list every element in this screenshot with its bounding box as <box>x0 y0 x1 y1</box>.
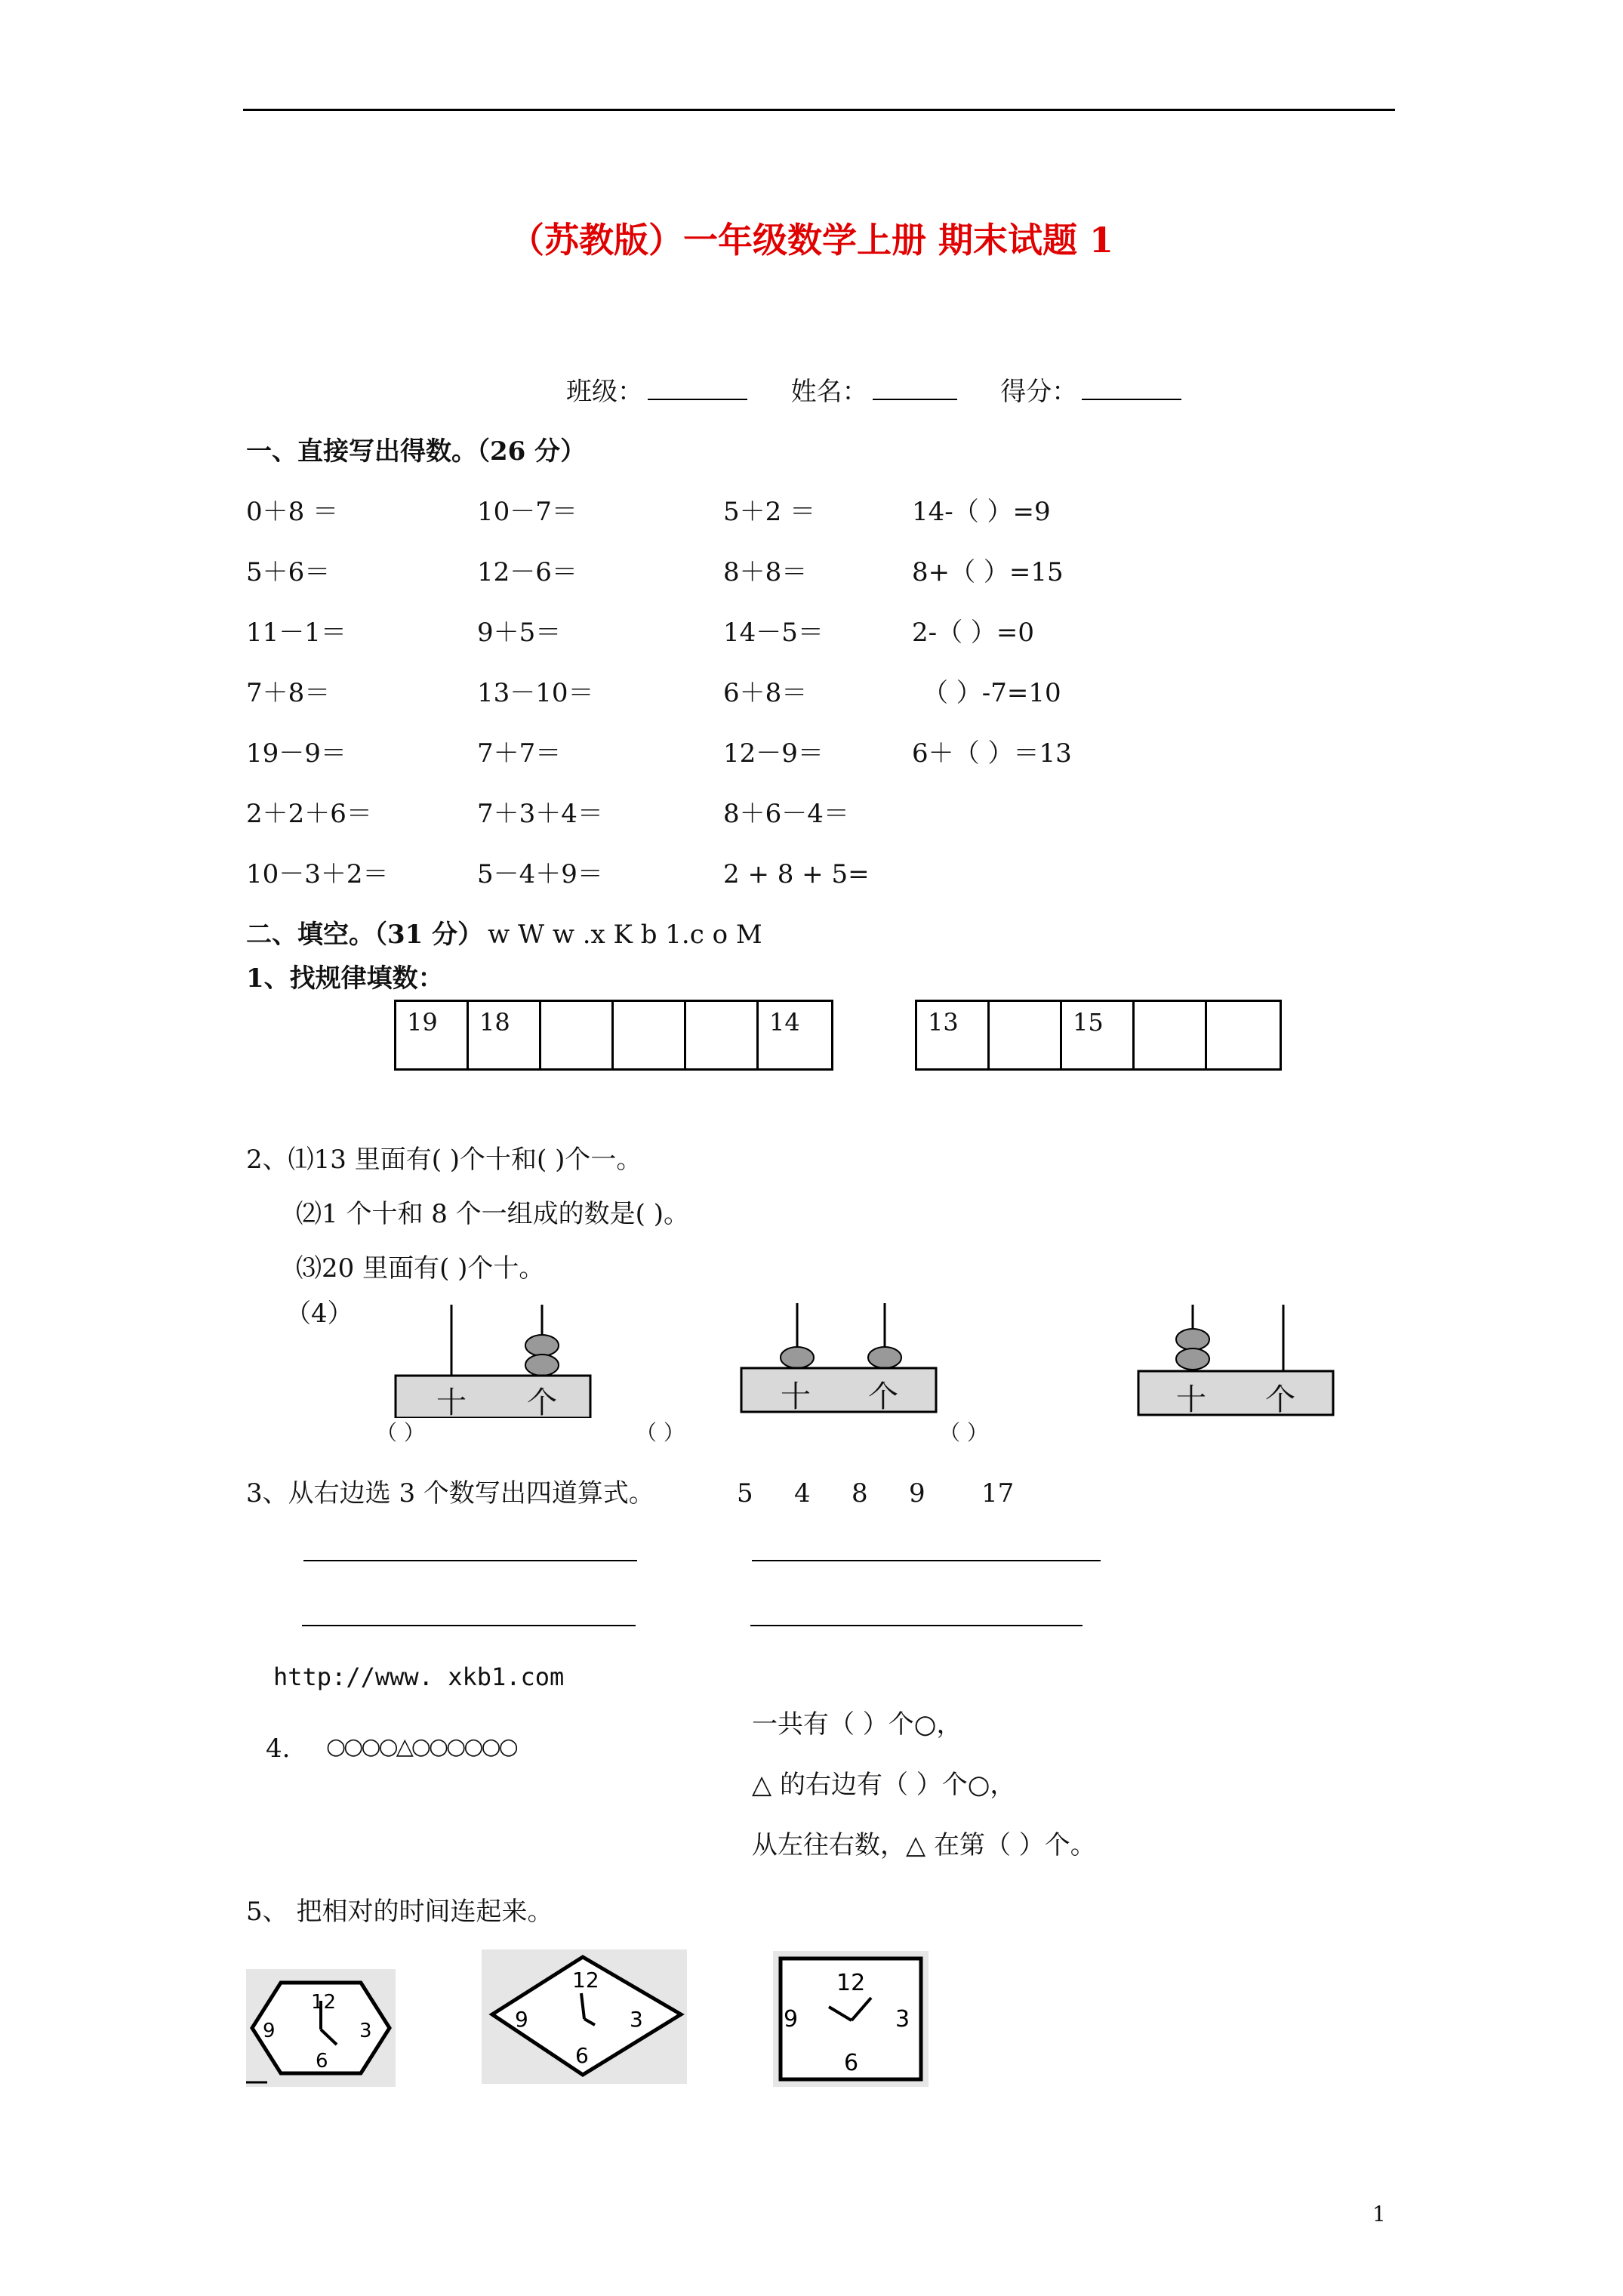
abacus-base <box>741 1368 936 1412</box>
q2-part2: ⑵1 个十和 8 个一组成的数是( )。 <box>296 1199 690 1229</box>
abacus-1-one-label: 个 <box>527 1385 557 1420</box>
problem-r4-c3: 6＋（ ）＝13 <box>912 738 1072 769</box>
problem-r5-c1: 7＋3＋4＝ <box>477 799 603 829</box>
problem-r2-c2: 14－5＝ <box>723 618 824 648</box>
page-number: 1 <box>1372 2202 1386 2227</box>
problem-r0-c2: 5＋2 ＝ <box>723 497 816 527</box>
problem-r1-c3: 8+（ ）=15 <box>912 557 1064 587</box>
problem-r2-c3: 2-（ ）=0 <box>912 618 1035 648</box>
q3-number: 8 <box>852 1478 868 1509</box>
seq-a-cell: 18 <box>469 1002 541 1068</box>
abacus-2 <box>738 1303 965 1416</box>
problem-r2-c0: 11－1＝ <box>246 618 346 648</box>
problem-r5-c2: 8＋6－4＝ <box>723 799 849 829</box>
q2-part1: 2、⑴13 里面有( )个十和( )个一。 <box>246 1145 642 1175</box>
q4-shapes: ○○○○△○○○○○○ <box>326 1734 516 1760</box>
clock-numeral-12: 12 <box>311 1991 337 2014</box>
problem-r0-c1: 10－7＝ <box>477 497 577 527</box>
name-field[interactable] <box>873 376 957 400</box>
problem-r3-c2: 6＋8＝ <box>723 678 808 708</box>
answer-line[interactable] <box>303 1560 637 1561</box>
q4-line3: 从左往右数，△ 在第（ ）个。 <box>752 1830 1096 1860</box>
answer-line[interactable] <box>752 1560 1101 1561</box>
abacus-bead <box>781 1347 814 1368</box>
answer-line[interactable] <box>302 1625 636 1626</box>
abacus-bead <box>525 1354 559 1376</box>
clock-diamond <box>482 1949 687 2084</box>
problem-r3-c1: 13－10＝ <box>477 678 594 708</box>
abacus-2-one-label: 个 <box>868 1379 898 1414</box>
q4-line1: 一共有（ ）个○， <box>752 1709 962 1740</box>
problem-r6-c1: 5－4＋9＝ <box>477 859 603 889</box>
q2-part4-label: （4） <box>285 1299 353 1329</box>
problem-r4-c1: 7＋7＝ <box>477 738 562 769</box>
abacus-bead <box>1176 1329 1209 1350</box>
clock-numeral-3: 3 <box>895 2006 910 2032</box>
problem-r1-c1: 12－6＝ <box>477 557 577 587</box>
clock-numeral-9: 9 <box>784 2006 799 2032</box>
clock-numeral-12: 12 <box>572 1968 599 1992</box>
source-url: http://www. xkb1.com <box>273 1663 565 1691</box>
section1-heading: 一、直接写出得数。（26 分） <box>246 436 587 467</box>
section2-heading-line <box>246 920 762 950</box>
clock-numeral-6: 6 <box>844 2050 859 2076</box>
problem-r1-c0: 5＋6＝ <box>246 557 331 587</box>
section2-heading: 二、填空。（31 分） <box>246 920 484 950</box>
abacus-2-answer[interactable]: （ ） <box>636 1420 685 1445</box>
q3-label: 3、从右边选 3 个数写出四道算式。 <box>246 1478 654 1509</box>
abacus-base <box>396 1376 590 1418</box>
answer-line[interactable] <box>750 1625 1083 1626</box>
q3-number: 9 <box>909 1478 925 1509</box>
abacus-bead <box>525 1335 559 1356</box>
clock-numeral-6: 6 <box>316 2050 328 2073</box>
header-rule <box>243 109 1395 111</box>
abacus-bead <box>868 1347 901 1368</box>
class-field[interactable] <box>648 376 747 400</box>
seq-a-cell: 14 <box>769 1008 800 1037</box>
abacus-2-ten-label: 十 <box>781 1379 811 1414</box>
class-label: 班级： <box>566 377 643 407</box>
clock-numeral-3: 3 <box>359 2020 372 2042</box>
problem-r2-c1: 9＋5＝ <box>477 618 562 648</box>
clock-hexagon <box>246 1969 396 2087</box>
seq-b-blank[interactable] <box>990 1002 1062 1068</box>
q3-number: 17 <box>981 1478 1015 1509</box>
page-title: （苏教版）一年级数学上册 期末试题 1 <box>509 220 1114 260</box>
problem-r6-c2: 2 + 8 + 5= <box>723 859 870 889</box>
q1-label: 1、找规律填数： <box>246 963 444 994</box>
problem-r0-c3: 14-（ ）=9 <box>912 497 1051 527</box>
seq-a-cell: 19 <box>396 1002 469 1068</box>
q3-number: 5 <box>737 1478 753 1509</box>
clock-numeral-12: 12 <box>836 1970 866 1996</box>
abacus-1-answer[interactable]: （ ） <box>376 1420 425 1445</box>
clock-numeral-9: 9 <box>515 2007 528 2032</box>
problem-r5-c0: 2＋2＋6＝ <box>246 799 372 829</box>
q5-label: 5、 把相对的时间连起来。 <box>246 1897 553 1927</box>
watermark-text: w W w .x K b 1.c o M <box>488 920 762 950</box>
seq-b-blank[interactable] <box>1135 1002 1207 1068</box>
abacus-base <box>1138 1371 1333 1415</box>
problem-r3-c0: 7＋8＝ <box>246 678 331 708</box>
abacus-3-one-label: 个 <box>1265 1382 1295 1417</box>
problem-r3-c3: （ ）-7=10 <box>922 678 1061 708</box>
q3-number: 4 <box>794 1478 811 1509</box>
seq-a-blank[interactable] <box>541 1002 614 1068</box>
q4-line2: △ 的右边有（ ）个○， <box>752 1770 1016 1800</box>
clock-numeral-9: 9 <box>263 2020 276 2042</box>
problem-r6-c0: 10－3＋2＝ <box>246 859 389 889</box>
seq-b-cell: 13 <box>917 1002 990 1068</box>
seq-b-blank[interactable] <box>1207 1002 1280 1068</box>
score-field[interactable] <box>1082 376 1181 400</box>
seq-a-blank[interactable] <box>686 1002 759 1068</box>
abacus-bead <box>1176 1348 1209 1370</box>
clock-numeral-6: 6 <box>575 2043 589 2068</box>
clock-square <box>773 1951 929 2087</box>
sequence-box-a <box>394 1000 833 1071</box>
problem-r4-c0: 19－9＝ <box>246 738 346 769</box>
abacus-1-ten-label: 十 <box>436 1385 467 1420</box>
score-label: 得分： <box>1000 377 1078 407</box>
sequence-box-b <box>915 1000 1282 1071</box>
problem-r1-c2: 8＋8＝ <box>723 557 808 587</box>
abacus-3-answer[interactable]: （ ） <box>939 1420 988 1445</box>
abacus-1 <box>393 1305 619 1418</box>
student-info-line <box>566 376 1186 407</box>
problem-r4-c2: 12－9＝ <box>723 738 824 769</box>
seq-a-blank[interactable] <box>614 1002 686 1068</box>
clock-numeral-3: 3 <box>630 2007 643 2032</box>
problem-r0-c0: 0＋8 ＝ <box>246 497 339 527</box>
abacus-3-ten-label: 十 <box>1176 1382 1206 1417</box>
abacus-3 <box>1135 1305 1362 1418</box>
seq-b-cell: 15 <box>1062 1002 1135 1068</box>
q2-part3: ⑶20 里面有( )个十。 <box>296 1253 545 1284</box>
name-label: 姓名： <box>790 377 868 407</box>
q4-number: 4. <box>266 1734 291 1764</box>
